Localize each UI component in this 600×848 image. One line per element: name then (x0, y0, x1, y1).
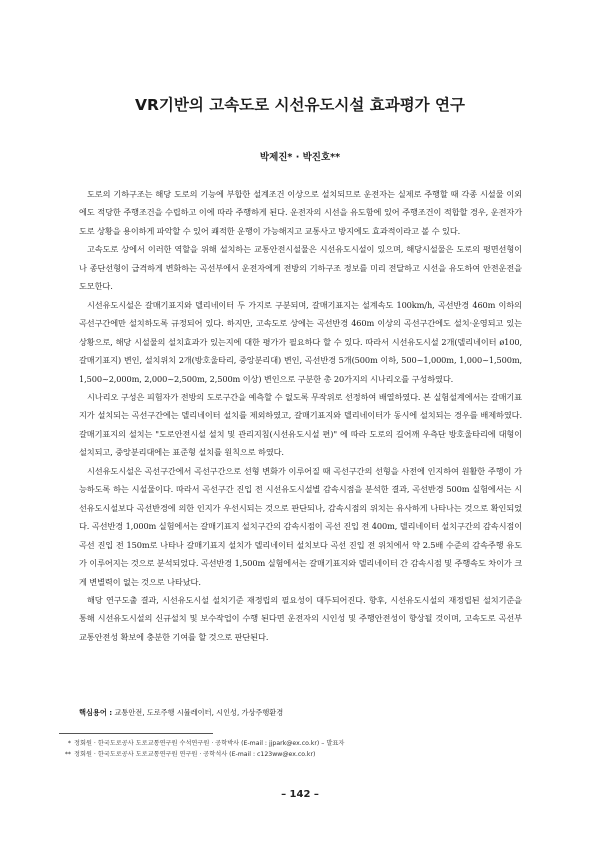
abstract-paragraph: 고속도로 상에서 이러한 역할을 위해 설치하는 교통안전시설물은 시선유도시설이 있으며, 해당시설물은 도로의 평면선형이나 종단선형이 급격하게 변화하는 곡선부에서 운전자에게 전방의 기하구조 정보를 미리 전달하고 시선을 유도하여 안전운전을 도모한다. (79, 244, 522, 292)
abstract-paragraph: 도로의 기하구조는 해당 도로의 기능에 부합한 설계조건 이상으로 설치되므로 운전자는 실제로 주행할 때 각종 시설물 이외에도 적당한 주행조건을 수립하고 이에 따라 주행하게 된다. 운전자의 시선을 유도함에 있어 주행조건이 적합할 경우, 운전자가 도로 상황을 용이하게 파악할 수 있어 쾌적한 운행이 가능해지고 교통사고 방지에도 효과적이라고 볼 수 있다. (79, 189, 522, 236)
abstract-paragraph: 시선유도시설은 곡선구간에서 곡선구간으로 선형 변화가 이루어질 때 곡선구간의 선형을 사전에 인지하여 원활한 주행이 가능하도록 하는 시설물이다. 따라서 곡선구간 진입 전 시선유도시설별 감속시점을 분석한 결과, 곡선반경 500m 실험에서는 시선유도시설보다 곡선반경에 의한 인지가 우선시되는 것으로 판단되나, 감속시점의 위치는 유사하게 나타나는 것으로 확인되었다. 곡선반경 1,000m 실험에서는 갈매기표지 설치구간의 감속시점이 곡선 진입 전 400m, 델리네이터 설치구간의 감속시점이 곡선 진입 전 150m로 나타나 갈매기표지 설치가 델리네이터 설치보다 곡선 진입 전 위치에서 약 2.5배 수준의 감속주행 유도가 이루어지는 것으로 분석되었다. 곡선반경 1,500m 실험에서는 갈매기표지와 델리네이터 간 감속시점 및 주행속도 차이가 크게 변별력이 없는 것으로 나타났다. (79, 465, 522, 587)
keywords-list: 교통안전, 도로주행 시뮬레이터, 시인성, 가상주행환경 (114, 708, 284, 717)
footnote-mark: * (67, 740, 71, 747)
page-number: – 142 – (281, 789, 319, 800)
footnote-text: 정회원 · 한국도로공사 도로교통연구원 수석연구원 · 공학박사 (E-mail : jjpark@ex.co.kr) – 발표자 (74, 740, 345, 747)
abstract-paragraph: 시선유도시설은 갈매기표지와 델리네이터 두 가지로 구분되며, 갈매기표지는 설계속도 100km/h, 곡선반경 460m 이하의 곡선구간에만 설치하도록 규정되어 있다. 하지만, 고속도로 상에는 곡선반경 460m 이상의 곡선구간에도 설치·운영되고 있는 상황으로, 해당 시설물의 설치효과가 있는지에 대한 평가가 필요하다 할 수 있다. 따라서 시선유도시설 2개(델리네이터 ø100, 갈매기표지) 변인, 설치위치 2개(방호울타리, 중앙분리대) 변인, 곡선반경 5개(500m 이하, 500~1,000m, 1,000~1,500m, 1,500~2,000m, 2,000~2,500m, 2,500m 이상) 변인으로 구분한 총 20가지의 시나리오를 구성하였다. (79, 299, 522, 384)
abstract-paragraph: 시나리오 구성은 피험자가 전방의 도로구간을 예측할 수 없도록 무작위로 선정하여 배열하였다. 본 실험설계에서는 갈매기표지가 설치되는 곡선구간에는 델리네이터 설치를 제외하였고, 갈매기표지와 델리네이터가 동시에 설치되는 경우를 배제하였다. 갈매기표지의 설치는 "도로안전시설 설치 및 관리지침(시선유도시설 편)" 에 따라 도로의 길어깨 우측단 방호울타리에 대형이 설치되고, 중앙분리대에는 표준형 설치를 원칙으로 하였다. (79, 391, 522, 458)
keywords-label: 핵심용어 : (79, 708, 113, 717)
footnote-mark: ** (64, 751, 71, 758)
footnote-text: 정회원 · 한국도로공사 도로교통연구원 연구원 · 공학석사 (E-mail : c123ww@ex.co.kr) (74, 751, 316, 758)
footnote-divider (59, 733, 213, 734)
abstract (79, 185, 522, 646)
author-line: 박제진* · 박진호** (259, 152, 341, 163)
footnote (59, 738, 529, 749)
abstract-paragraph: 해당 연구도출 결과, 시선유도시설 설치기준 재정립의 필요성이 대두되어진다. 향후, 시선유도시설의 재정립된 설치기준을 통해 시선유도시설의 신규설치 및 보수작업이 수행 된다면 운전자의 시인성 및 주행안전성이 향상될 것이며, 고속도로 곡선부 교통안전성 확보에 충분한 기여를 할 것으로 판단된다. (79, 594, 522, 642)
paper-title: VR기반의 고속도로 시선유도시설 효과평가 연구 (134, 96, 465, 114)
footnote (59, 749, 529, 760)
keywords (79, 708, 522, 718)
footnotes (59, 738, 529, 760)
